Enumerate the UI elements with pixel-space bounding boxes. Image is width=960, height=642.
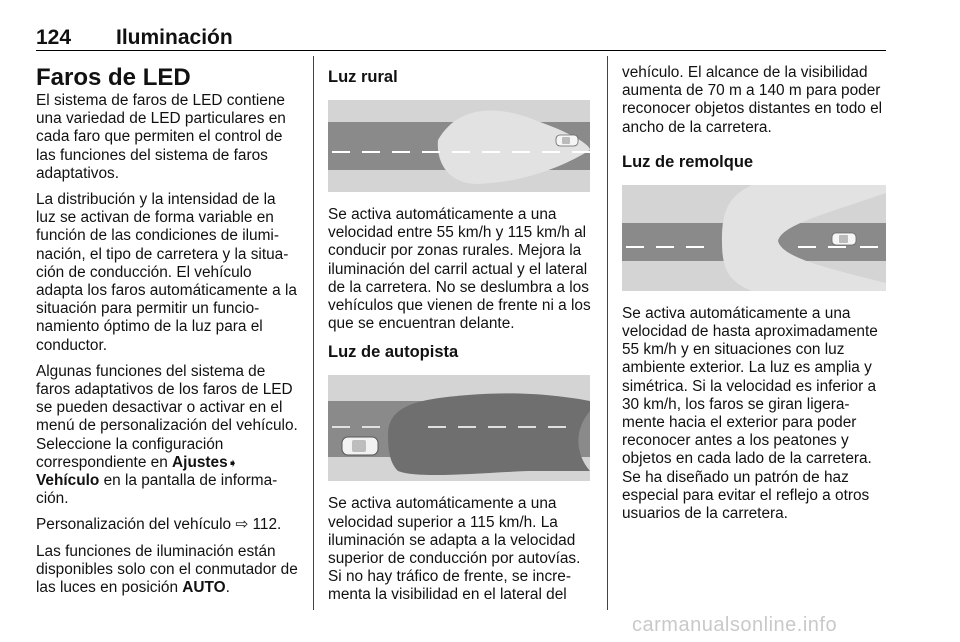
- para-rural-description: Se activa automáticamente a una velocidad entre 55 km/h y 115 km/h al conducir por zonas rurales. Mejora la iluminación del carril actual y el lateral de la carretera. No se deslumbra a los vehículos que vienen de frente ni a los que se encuentran delante.: [328, 206, 591, 333]
- para-highway-description: Se activa automáticamente a una velocidad superior a 115 km/h. La iluminación se adapta a la velocidad superior de conducción por autovías. Si no hay tráfico de frente, se incre- menta la visibilidad en el lateral del: [328, 495, 581, 604]
- header-rule: [36, 50, 886, 51]
- headlight-beam: [388, 394, 590, 476]
- column-3: [622, 64, 888, 531]
- tow-light-illustration: [622, 185, 886, 291]
- para-text: Las funciones de iluminación están disponibles solo con el conmutador de las luces en posición: [36, 542, 298, 597]
- para-led-intro: El sistema de faros de LED contiene una variedad de LED particulares en cada faro que permiten el control de las funciones del sistema de faros adaptativos.: [36, 92, 286, 182]
- para-led-settings: [36, 363, 298, 509]
- para-personalizacion-ref: Personalización del vehículo ⇨ 112.: [36, 516, 282, 534]
- para-light-switch: [36, 543, 298, 598]
- column-2: [328, 66, 592, 613]
- para-text: .: [225, 579, 230, 597]
- watermark: carmanualsonline.info: [632, 614, 838, 636]
- menu-arrow-icon: ➧: [227, 455, 238, 470]
- highway-light-illustration: [328, 375, 590, 481]
- page-number: 124: [36, 26, 72, 49]
- car-icon: [832, 233, 856, 245]
- column-divider-1: [313, 56, 314, 610]
- para-tow-description: Se activa automáticamente a una velocidad de hasta aproximadamente 55 km/h y en situaciones con luz ambiente exterior. La luz es amplia y simétrica. Si la velocidad es inferior a 30 km/h, los faros se giran ligera- mente hacia el exterior para poder reconocer antes a los peatones y objetos en cada lado de la carretera. Se ha diseñado un patrón de haz especial para evitar el reflejo a otros usuarios de la carretera.: [622, 304, 878, 523]
- heading-luz-rural: Luz rural: [328, 68, 398, 86]
- para-text: en la pantalla de informa- ción.: [36, 472, 278, 508]
- switch-auto: AUTO: [182, 579, 226, 597]
- section-title: Iluminación: [116, 26, 233, 49]
- para-highway-continued: vehículo. El alcance de la visibilidad aumenta de 70 m a 140 m para poder reconocer objetos distantes en todo el ancho de la carretera.: [622, 64, 883, 136]
- para-text: Algunas funciones del sistema de faros adaptativos de los faros de LED se pueden desactivar o activar en el menú de personalización del vehículo. Seleccione la configuración correspondiente en: [36, 362, 298, 471]
- car-icon: [342, 437, 378, 455]
- column-1: [36, 64, 298, 605]
- rural-light-illustration: [328, 100, 590, 192]
- column-divider-2: [607, 56, 608, 610]
- heading-faros-led: Faros de LED: [36, 64, 191, 91]
- heading-luz-autopista: Luz de autopista: [328, 343, 459, 362]
- para-led-distribution: La distribución y la intensidad de la luz se activan de forma variable en función de las condiciones de ilumi- nación, el tipo de carretera y la situa- ción de conducción. El vehículo adapta los faros automáticamente a la situación para permitir un funcio- namiento óptimo de la luz para el conductor.: [36, 191, 297, 354]
- car-icon: [556, 135, 578, 146]
- heading-luz-remolque: Luz de remolque: [622, 152, 754, 171]
- menu-vehiculo: Vehículo: [36, 472, 100, 490]
- menu-ajustes: Ajustes: [172, 453, 228, 471]
